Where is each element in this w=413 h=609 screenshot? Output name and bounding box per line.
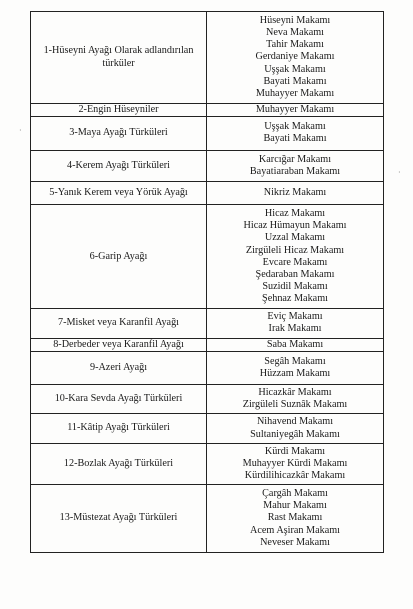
makam-cell: [207, 309, 384, 338]
makam-name: Tahir Makamı: [266, 39, 324, 51]
makam-cell: [207, 181, 384, 204]
makam-name: Acem Aşiran Makamı: [250, 524, 340, 536]
makam-name: Uşşak Makamı: [264, 121, 326, 133]
table-row: [31, 12, 384, 104]
table-row: [31, 150, 384, 181]
makam-name: Bayati Makamı: [263, 75, 327, 87]
ayak-label: 4-Kerem Ayağı Türküleri: [67, 159, 170, 171]
ayak-label: 9-Azeri Ayağı: [89, 361, 148, 373]
ayak-label: 2-Engin Hüseyniler: [78, 104, 159, 116]
ayak-label: 5-Yanık Kerem veya Yörük Ayağı: [49, 186, 188, 198]
ayak-cell: [31, 414, 207, 443]
makam-name: Uzzal Makamı: [264, 232, 326, 244]
table-row: [31, 443, 384, 484]
makam-name: Eviç Makamı: [267, 311, 323, 323]
ayak-cell: [31, 117, 207, 150]
table-row: [31, 181, 384, 204]
makam-name: Kürdilihicazkâr Makamı: [244, 470, 346, 481]
ayak-label: 10-Kara Sevda Ayağı Türküleri: [54, 393, 183, 405]
ayak-cell: [31, 150, 207, 181]
scan-dot: ·: [398, 168, 401, 177]
makam-name: Şehnaz Makamı: [262, 293, 328, 305]
table-row: [31, 351, 384, 384]
makam-name: Hicazkâr Makamı: [258, 387, 332, 399]
table-row: [31, 205, 384, 309]
makam-name: Suzidil Makamı: [262, 280, 328, 292]
ayak-label: 1-Hüseyni Ayağı Olarak adlandırılan türküler: [43, 45, 194, 69]
makam-name: Sultaniyegâh Makamı: [250, 428, 340, 440]
ayak-label: 11-Kâtip Ayağı Türküleri: [67, 422, 170, 434]
makam-name: Mahur Makamı: [263, 500, 327, 512]
makam-cell: [207, 104, 384, 117]
makam-name: Saba Makamı: [266, 338, 324, 350]
ayak-cell: [31, 181, 207, 204]
makam-name: Uşşak Makamı: [264, 63, 326, 75]
makam-name: Nikriz Makamı: [263, 186, 327, 198]
makam-name: Segâh Makamı: [264, 355, 326, 367]
table-row: [31, 414, 384, 443]
ayak-cell: [31, 443, 207, 484]
table-row: [31, 338, 384, 351]
ayak-cell: [31, 104, 207, 117]
ayak-label: 6-Garip Ayağı: [89, 250, 148, 262]
table-row: [31, 385, 384, 414]
ayak-label: 7-Misket veya Karanfil Ayağı: [58, 317, 179, 329]
makam-name: Evcare Makamı: [262, 256, 328, 268]
makam-cell: [207, 150, 384, 181]
ayak-label: 13-Müstezat Ayağı Türküleri: [59, 512, 178, 524]
makam-name: Hicaz Hümayun Makamı: [243, 220, 347, 232]
ayak-cell: [31, 12, 207, 104]
ayak-cell: [31, 485, 207, 553]
makam-name: Zirgüleli Suznâk Makamı: [242, 399, 348, 411]
makam-name: Nihavend Makamı: [256, 416, 334, 428]
makam-name: Hüseyni Makamı: [259, 15, 331, 26]
makam-name: Muhayyer Makamı: [255, 104, 335, 116]
ayak-cell: [31, 309, 207, 338]
makam-name: Karcığar Makamı: [258, 153, 332, 165]
makam-name: Zirgüleli Hicaz Makamı: [245, 244, 345, 256]
makam-cell: [207, 443, 384, 484]
makam-cell: [207, 205, 384, 309]
scan-dot: ·: [19, 126, 22, 135]
ayak-label: 12-Bozlak Ayağı Türküleri: [63, 457, 174, 469]
makam-name: Neveser Makamı: [260, 536, 330, 548]
ayak-cell: [31, 351, 207, 384]
makam-name: Muhayyer Makamı: [255, 87, 335, 99]
makam-name: Bayatiaraban Makamı: [249, 165, 341, 177]
makam-cell: [207, 351, 384, 384]
makam-cell: [207, 338, 384, 351]
makam-name: Hüzzam Makamı: [259, 367, 331, 379]
makam-name: Neva Makamı: [266, 27, 324, 39]
ayak-cell: [31, 338, 207, 351]
makam-name: Kürdi Makamı: [264, 445, 326, 457]
makam-name: Çargâh Makamı: [262, 488, 328, 500]
table-row: [31, 104, 384, 117]
makam-cell: [207, 485, 384, 553]
makam-name: Şedaraban Makamı: [255, 268, 335, 280]
table-row: [31, 485, 384, 553]
makam-name: Rast Makamı: [267, 512, 323, 524]
table-row: [31, 117, 384, 150]
makam-table-body: [31, 12, 384, 553]
makam-name: Irak Makamı: [268, 323, 322, 335]
makam-cell: [207, 385, 384, 414]
ayak-cell: [31, 385, 207, 414]
ayak-cell: [31, 205, 207, 309]
ayak-label: 8-Derbeder veya Karanfil Ayağı: [53, 338, 184, 350]
makam-table: [30, 11, 384, 553]
ayak-label: 3-Maya Ayağı Türküleri: [69, 127, 168, 139]
makam-name: Gerdaniye Makamı: [255, 51, 335, 63]
makam-cell: [207, 12, 384, 104]
makam-cell: [207, 117, 384, 150]
table-row: [31, 309, 384, 338]
makam-name: Bayati Makamı: [263, 133, 327, 145]
makam-cell: [207, 414, 384, 443]
makam-name: Muhayyer Kürdi Makamı: [242, 457, 348, 469]
makam-name: Hicaz Makamı: [264, 208, 326, 220]
